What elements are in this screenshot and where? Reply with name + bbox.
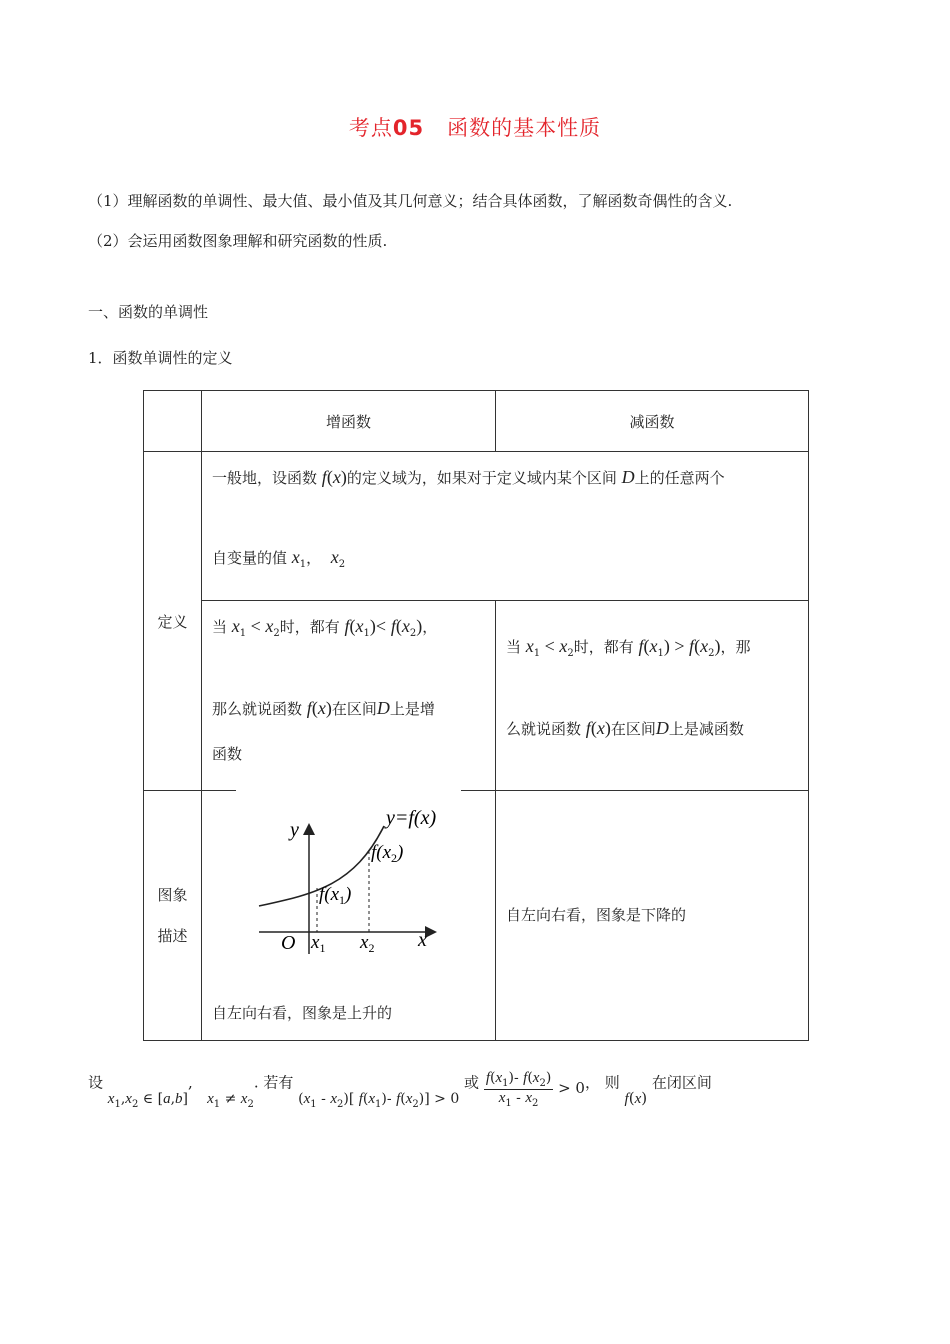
- subsection-heading: 1．函数单调性的定义: [88, 349, 233, 367]
- decreasing-definition-cell: 当 $x_1 < x_2$时，都有 $f(x_1) > f(x_2)$，那 么就说函数 f(x)在区间D上是减函数: [496, 601, 809, 791]
- footer-condition: 设 $x_1,x_2$ ∈ [a,b], $x_1 \ne x_2$. 若有 $(x_1 - x_2)$[ $f(x_1)-$ $f(x_2)] > 0$ 或 $\frac{f(x_1)- f(x_2)}{x_1 - x_2}$ > 0， 则 f(x) 在闭区间: [88, 1070, 712, 1111]
- monotonicity-table: [143, 390, 809, 1041]
- graph-mask: [236, 786, 461, 792]
- svg-text:f(x2): $f(x_2)$: [371, 842, 404, 865]
- page-title: 考点05 函数的基本性质: [348, 116, 602, 140]
- increasing-definition-cell: 当 $x_1 < x_2$时，都有 $f(x_1)< f(x_2)$， 那么就说函数 f(x)在区间D上是增 函数: [202, 601, 496, 791]
- header-decreasing: 减函数: [496, 391, 809, 452]
- shared-definition-cell: 一般地，设函数 f(x)的定义域为，如果对于定义域内某个区间 D上的任意两个 自变量的值 $x_1$， $x_2$: [202, 452, 809, 601]
- label-origin: O: [281, 932, 296, 954]
- decreasing-graph-cell: 自左向右看，图象是下降的: [496, 791, 809, 1041]
- section-heading: 一、函数的单调性: [88, 303, 209, 321]
- svg-text:f(x1): $f(x_1)$: [319, 884, 352, 907]
- increasing-graph-cell: 自左向右看，图象是上升的: [202, 791, 496, 1041]
- requirement-1: （1）理解函数的单调性、最大值、最小值及其几何意义；结合具体函数，了解函数奇偶性的含义.: [88, 192, 733, 210]
- svg-text:x1: $x_1$: [311, 932, 326, 955]
- increasing-function-graph: [254, 806, 454, 956]
- label-x: x: [418, 929, 427, 951]
- label-curve: y=f(x): [386, 807, 437, 829]
- header-increasing: 增函数: [202, 391, 496, 452]
- requirement-2: （2）会运用函数图象理解和研究函数的性质.: [88, 232, 388, 250]
- label-y: y: [290, 819, 299, 841]
- svg-text:x2: $x_2$: [360, 932, 375, 955]
- row-label-graph: 图象 描述: [144, 791, 202, 1041]
- row-label-definition: 定义: [144, 452, 202, 791]
- table-corner-cell: [144, 391, 202, 452]
